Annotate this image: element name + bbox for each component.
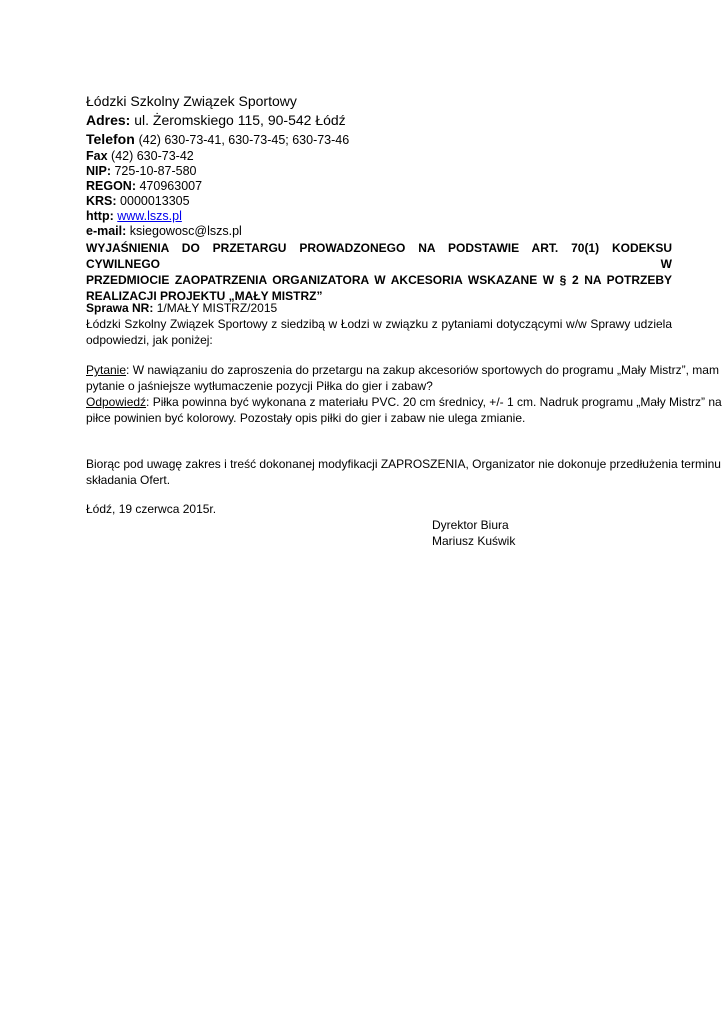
nip-line [86,164,646,179]
website-link[interactable]: www.lszs.pl [117,209,182,223]
signature-role: Dyrektor Biura [432,518,509,532]
krs-value: 0000013305 [120,194,190,208]
phone-value: (42) 630-73-41, 630-73-45; 630-73-46 [138,133,350,147]
question-text-1: : W nawiązaniu do zaproszenia do przetargu na zakup akcesoriów sportowych do programu „Mały Mistrz”, mam [126,363,719,377]
case-value: 1/MAŁY MISTRZ/2015 [156,301,278,315]
letterhead [86,92,646,239]
fax-value: (42) 630-73-42 [111,149,194,163]
question-line-2: pytanie o jaśniejsze wytłumaczenie pozycji Piłka do gier i zabaw? [86,379,433,393]
address-label: Adres: [86,112,131,128]
answer-text-1: : Piłka powinna być wykonana z materiału PVC. 20 cm średnicy, +/- 1 cm. Nadruk programu „Mały Mistrz” na [146,395,722,409]
fax-label: Fax [86,149,108,163]
qa-section [86,362,722,426]
http-label: http: [86,209,114,223]
case-label: Sprawa NR: [86,301,154,315]
case-number-line [86,300,672,316]
fax-line [86,149,646,164]
nip-value: 725-10-87-580 [114,164,197,178]
phone-label: Telefon [86,131,135,147]
document-title [86,240,672,304]
intro-line-1: Łódzki Szkolny Związek Sportowy z siedzibą w Łodzi w związku z pytaniami dotyczącymi w/w Sprawy udziela [86,317,672,331]
closing-section [86,456,721,488]
phone-line [86,130,646,149]
answer-line-1 [86,394,722,410]
closing-line-1: Biorąc pod uwagę zakres i treść dokonanej modyfikacji ZAPROSZENIA, Organizator nie dokonuje przedłużenia terminu [86,457,721,471]
krs-line [86,194,646,209]
question-label: Pytanie [86,363,127,377]
intro-line-2: odpowiedzi, jak poniżej: [86,333,213,347]
place-date: Łódź, 19 czerwca 2015r. [86,502,217,516]
regon-label: REGON: [86,179,136,193]
closing-line-2: składania Ofert. [86,473,171,487]
http-line [86,209,646,224]
email-label: e-mail: [86,224,127,238]
case-section [86,300,672,348]
email-line [86,224,646,239]
nip-label: NIP: [86,164,111,178]
answer-label: Odpowiedź [86,395,147,409]
title-line-3: REALIZACJI PROJEKTU „MAŁY MISTRZ” [86,289,323,303]
question-line-1 [86,362,719,378]
signature-name: Mariusz Kuświk [432,534,516,548]
regon-value: 470963007 [139,179,203,193]
title-line-2: PRZEDMIOCIE ZAOPATRZENIA ORGANIZATORA W AKCESORIA WSKAZANE W § 2 NA POTRZEBY [86,273,672,287]
signature-block [432,517,515,549]
regon-line [86,179,646,194]
address-value: ul. Żeromskiego 115, 90-542 Łódź [134,112,346,128]
address-line [86,111,646,130]
email-value: ksiegowosc@lszs.pl [129,224,242,238]
organization-name: Łódzki Szkolny Związek Sportowy [86,93,297,109]
answer-line-2: piłce powinien być kolorowy. Pozostały opis piłki do gier i zabaw nie ulega zmianie. [86,411,526,425]
title-line-1: WYJAŚNIENIA DO PRZETARGU PROWADZONEGO NA PODSTAWIE ART. 70(1) KODEKSU CYWILNEGO W [86,241,672,271]
krs-label: KRS: [86,194,117,208]
